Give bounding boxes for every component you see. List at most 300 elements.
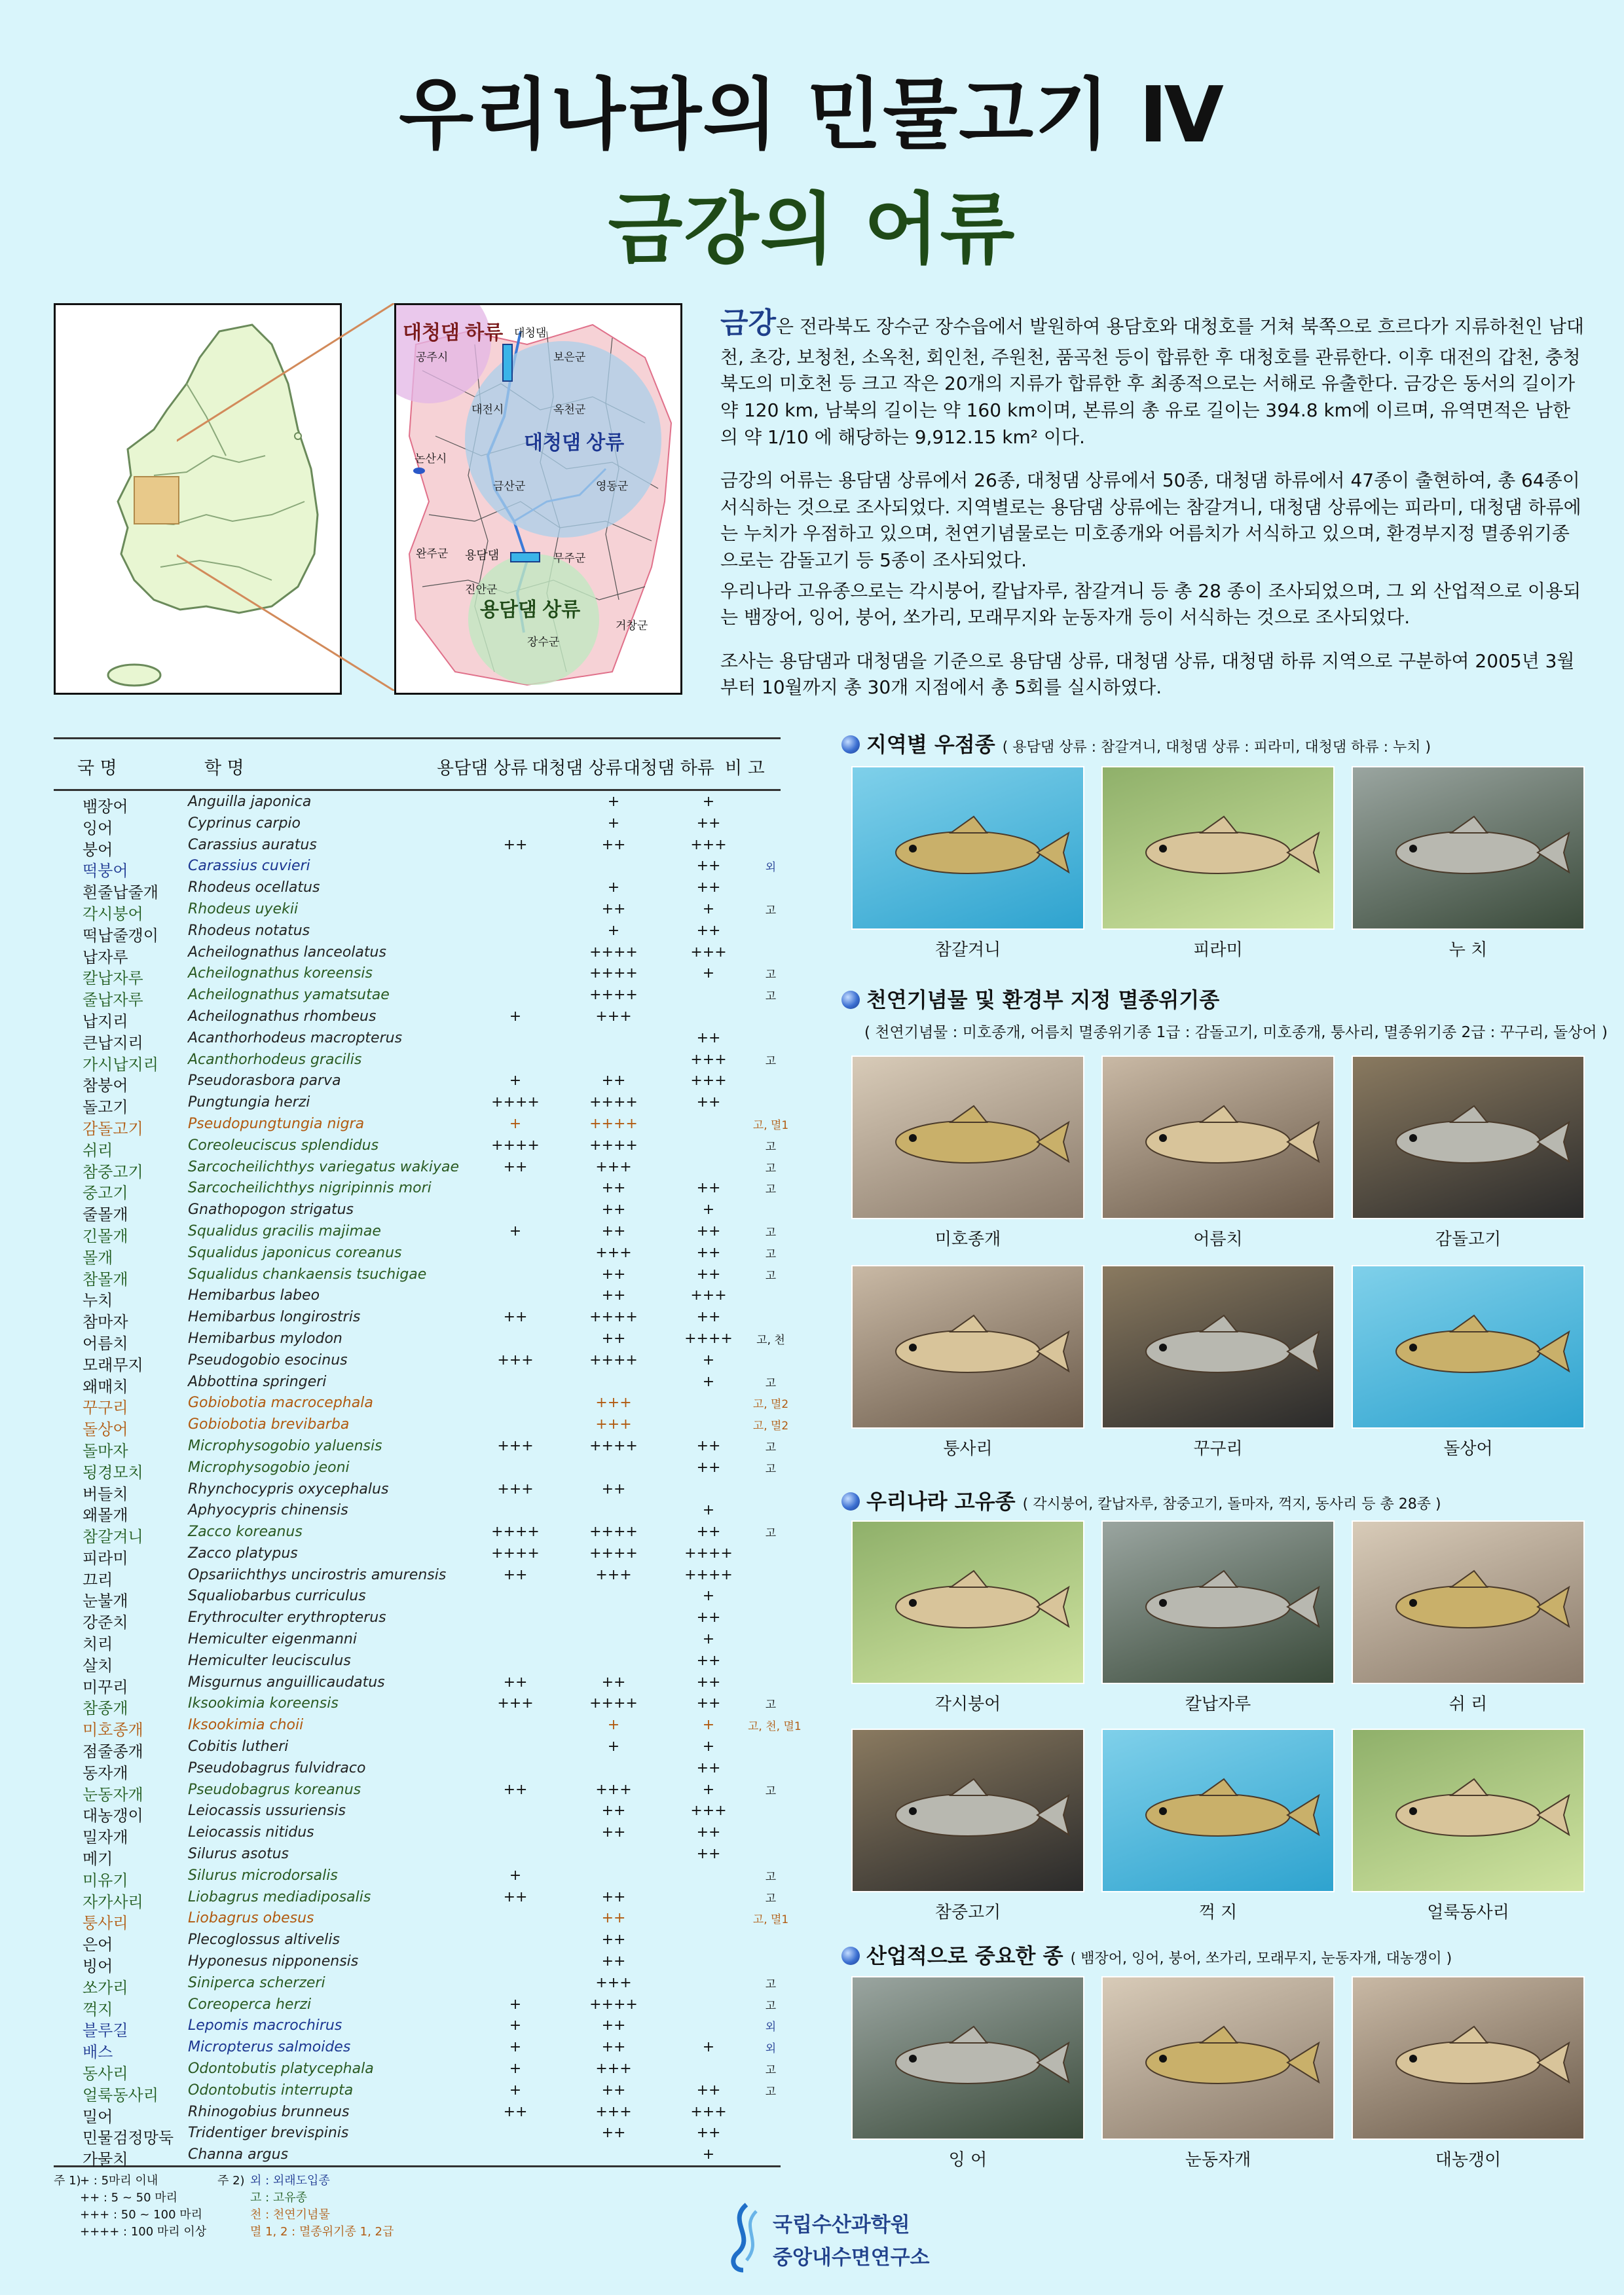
photo-caption: 참갈겨니 (934, 940, 1001, 960)
page-subtitle: 금강의 어류 (608, 184, 1016, 274)
yongdam-upper-cell: ++++ (491, 1545, 540, 1562)
note2-lines: 외 : 외래도입종 고 : 고유종 천 : 천연기념물 멸 1, 2 : 멸종위기종 1, 2급 (250, 2174, 394, 2239)
daecheong-upper-cell: +++ (595, 2103, 632, 2120)
species-photo-card (851, 1729, 1084, 1923)
fish-photo (1101, 1976, 1335, 2140)
fish-icon (1353, 1730, 1583, 1891)
label-geochang: 거창군 (616, 619, 648, 632)
daecheong-upper-cell: ++ (601, 2039, 626, 2056)
institute-emblem-icon (720, 2201, 766, 2273)
scientific-name-cell: Microphysogobio jeoni (188, 1459, 350, 1476)
bullet-icon (841, 991, 860, 1009)
fish-photo (1352, 1265, 1585, 1429)
table-row (54, 1435, 781, 1460)
daecheong-lower-cell: ++ (696, 1759, 721, 1776)
note-cell: 고 (765, 1698, 777, 1712)
daecheong-lower-cell: ++ (696, 858, 721, 875)
korean-name-cell: 참몰개 (83, 1270, 128, 1289)
species-photo-card (1352, 1056, 1585, 1250)
fish-icon (1103, 1522, 1333, 1683)
table-row (54, 813, 781, 837)
daecheong-lower-cell: ++++ (684, 1566, 733, 1583)
table-row (54, 1478, 781, 1503)
section-endangered-subtitle: ( 천연기념물 : 미호종개, 어름치 멸종위기종 1급 : 감돌고기, 미호종개, 퉁사리, 멸종위기종 2급 : 꾸구리, 돌상어 ) (864, 1024, 1608, 1041)
korean-name-cell: 납자루 (83, 947, 128, 966)
korean-name-cell: 감돌고기 (83, 1119, 143, 1138)
scientific-name-cell: Pseudopungtungia nigra (188, 1115, 365, 1132)
daecheong-upper-cell: ++ (601, 1330, 626, 1347)
daecheong-lower-cell: ++ (696, 1266, 721, 1283)
daecheong-upper-cell: ++ (601, 1180, 626, 1197)
korean-name-cell: 눈불개 (83, 1592, 128, 1611)
korean-name-cell: 강준치 (83, 1613, 128, 1632)
header-daecheong-upper: 대청댐 상류 (532, 758, 623, 779)
daecheong-lower-cell: ++ (696, 1652, 721, 1669)
species-table (54, 737, 802, 2169)
daecheong-lower-cell: + (702, 900, 715, 917)
daecheong-upper-cell: ++ (601, 1803, 626, 1820)
daecheong-lower-cell: ++ (696, 922, 721, 939)
daecheong-upper-cell: + (607, 922, 620, 939)
table-row (54, 2144, 781, 2169)
intro-paragraph-2: 금강의 어류는 용담댐 상류에서 26종, 대청댐 상류에서 50종, 대청댐 하류에서 47종이 출현하여, 총 64종이 서식하는 것으로 조사되었다. 지역별로는 용담댐 상류에는 참갈겨니, 대청댐 상류에는 피라미, 대청댐 하류에는 누치가 우점하고 있으며, 천연기념물로는 미호종개와 어름치가 서식하고 있으며, 환경부지정 멸종위기종으로는 감돌고기 등 5종이 조사되었다. (720, 469, 1581, 571)
daecheong-upper-cell: + (607, 794, 620, 810)
section-endangered-title: 천연기념물 및 환경부 지정 멸종위기종 (841, 983, 1219, 1014)
scientific-name-cell: Erythroculter erythropterus (188, 1609, 386, 1626)
scientific-name-cell: Squalidus chankaensis tsuchigae (188, 1266, 427, 1283)
daecheong-upper-cell: ++++ (589, 1137, 638, 1154)
yongdam-upper-cell: + (509, 2082, 522, 2099)
daecheong-lower-cell: + (702, 1351, 715, 1368)
table-row (54, 1693, 781, 1718)
daecheong-upper-cell: + (607, 1717, 620, 1734)
photo-caption: 잉 어 (948, 2150, 987, 2170)
korean-name-cell: 밀자개 (83, 1828, 128, 1847)
scientific-name-cell: Squalidus gracilis majimae (188, 1222, 381, 1239)
table-body (54, 791, 802, 2169)
note-cell: 고 (765, 904, 777, 917)
table-row (54, 1736, 781, 1761)
daecheong-upper-cell: ++++ (589, 1695, 638, 1712)
yongdam-upper-cell: ++ (503, 1674, 528, 1691)
photo-caption: 칼납자루 (1185, 1695, 1251, 1714)
daecheong-upper-cell: +++ (595, 1974, 632, 1991)
table-row (54, 1285, 781, 1310)
fish-photo (851, 1265, 1084, 1429)
label-yeongdong: 영동군 (596, 480, 629, 492)
yongdam-upper-cell: +++ (497, 1437, 534, 1454)
scientific-name-cell: Rhodeus ocellatus (188, 879, 320, 896)
table-row (54, 1499, 781, 1525)
daecheong-upper-cell: ++++ (589, 1115, 638, 1132)
korean-name-cell: 얼룩동사리 (83, 2085, 158, 2104)
scientific-name-cell: Squalidus japonicus coreanus (188, 1244, 402, 1261)
photo-caption: 얼룩동사리 (1427, 1903, 1509, 1922)
daecheong-upper-cell: ++ (601, 1824, 626, 1841)
scientific-name-cell: Pungtungia herzi (188, 1094, 310, 1111)
label-okcheon: 옥천군 (553, 403, 586, 416)
note-cell: 고, 멸1 (752, 1118, 789, 1132)
species-photo-card (851, 1056, 1084, 1250)
table-row (54, 1221, 781, 1245)
daecheong-upper-cell: ++++ (589, 965, 638, 982)
fish-icon (1103, 1730, 1333, 1891)
korean-name-cell: 왜매치 (83, 1377, 128, 1396)
daecheong-lower-cell: ++ (696, 879, 721, 896)
daecheong-lower-cell: ++ (696, 1222, 721, 1239)
note-cell: 고, 멸2 (752, 1398, 789, 1412)
note-cell: 고 (765, 1892, 777, 1905)
note-cell: 고, 천, 멸1 (748, 1720, 802, 1734)
yongdam-upper-cell: + (509, 2061, 522, 2078)
photo-caption: 피라미 (1193, 940, 1243, 960)
korean-name-cell: 붕어 (83, 840, 113, 859)
intro-paragraph-4: 조사는 용담댐과 대청댐을 기준으로 용담댐 상류, 대청댐 상류, 대청댐 하류 지역으로 구분하여 2005년 3월부터 10월까지 총 30개 지점에서 총 5회를 실시하였다. (720, 650, 1575, 699)
table-row (54, 1907, 789, 1933)
daecheong-lower-cell: ++ (696, 1674, 721, 1691)
species-photo-card (1352, 1265, 1585, 1460)
daecheong-upper-cell: ++ (601, 1910, 626, 1927)
daecheong-upper-cell: ++++ (589, 1437, 638, 1454)
species-photo-card (1101, 766, 1335, 961)
note-cell: 고 (765, 1162, 777, 1175)
note-cell: 고 (765, 1870, 777, 1884)
fish-photo (1352, 766, 1585, 930)
scientific-name-cell: Lepomis macrochirus (188, 2017, 342, 2034)
note-cell: 고 (765, 1376, 777, 1390)
table-row (54, 1264, 781, 1289)
fish-photo (851, 1729, 1084, 1892)
scientific-name-cell: Leiocassis nitidus (188, 1824, 314, 1841)
page-title: 우리나라의 민물고기 Ⅳ (399, 69, 1225, 160)
scientific-name-cell: Hemibarbus mylodon (188, 1330, 342, 1347)
scientific-name-cell: Silurus microdorsalis (188, 1867, 338, 1884)
yongdam-upper-cell: ++ (503, 1566, 528, 1583)
korean-name-cell: 밀어 (83, 2107, 113, 2126)
scientific-name-cell: Micropterus salmoides (188, 2039, 351, 2056)
photo-caption: 대농갱이 (1435, 2150, 1502, 2170)
daecheong-lower-cell: + (702, 1588, 715, 1605)
daecheong-upper-cell: ++++ (589, 1524, 638, 1541)
photo-caption: 어름치 (1193, 1230, 1243, 1249)
scientific-name-cell: Abbottina springeri (188, 1373, 327, 1390)
yongdam-upper-cell: ++ (503, 2103, 528, 2120)
species-photo-card (1101, 1520, 1335, 1715)
yongdam-upper-cell: + (509, 1115, 522, 1132)
table-row (54, 1521, 781, 1547)
scientific-name-cell: Rhinogobius brunneus (188, 2103, 350, 2120)
daecheong-lower-cell: + (702, 1631, 715, 1648)
scientific-name-cell: Rhynchocypris oxycephalus (188, 1480, 389, 1497)
table-row (54, 1113, 789, 1138)
fish-icon (1353, 1266, 1583, 1427)
bullet-icon (841, 1947, 860, 1965)
table-row (54, 1714, 802, 1740)
table-row (54, 2015, 781, 2040)
scientific-name-cell: Zacco platypus (188, 1545, 298, 1562)
fish-photo (851, 766, 1084, 930)
daecheong-lower-cell: +++ (690, 836, 727, 853)
note-cell: 고 (765, 1183, 777, 1197)
section-endemic-title: 우리나라 고유종 ( 각시붕어, 칼납자루, 참중고기, 돌마자, 꺽지, 동사리 등 총 28종 ) (841, 1485, 1441, 1515)
korean-name-cell: 떡붕어 (83, 862, 128, 881)
korean-name-cell: 누치 (83, 1291, 113, 1310)
daecheong-lower-cell: ++ (696, 1824, 721, 1841)
header-scientific-name: 학 명 (204, 758, 244, 779)
note-cell: 고 (765, 1784, 777, 1798)
daecheong-upper-cell: ++ (601, 1674, 626, 1691)
daecheong-upper-cell: ++++ (589, 1545, 638, 1562)
scientific-name-cell: Odontobutis interrupta (188, 2082, 354, 2099)
korean-name-cell: 칼납자루 (83, 969, 143, 988)
scientific-name-cell: Cyprinus carpio (188, 815, 301, 832)
daecheong-lower-cell: +++ (690, 1287, 727, 1304)
yongdam-upper-cell: ++++ (491, 1524, 540, 1541)
korean-name-cell: 꺽지 (83, 2000, 113, 2019)
photo-caption: 미호종개 (934, 1230, 1001, 1249)
daecheong-upper-cell: +++ (595, 1244, 632, 1261)
yongdam-upper-cell: ++ (503, 1309, 528, 1326)
korean-name-cell: 뱀장어 (83, 798, 128, 816)
korean-name-cell: 참붕어 (83, 1076, 128, 1095)
scientific-name-cell: Hyponesus nipponensis (188, 1953, 359, 1970)
table-row (54, 1414, 789, 1439)
korean-name-cell: 치리 (83, 1635, 113, 1654)
table-row (54, 1757, 781, 1782)
korean-name-cell: 참종개 (83, 1699, 128, 1718)
species-photo-card (851, 1976, 1084, 2171)
table-header (54, 737, 781, 791)
korean-name-cell: 쏘가리 (83, 1978, 128, 1997)
scientific-name-cell: Acheilognathus lanceolatus (188, 944, 386, 961)
fish-icon (1353, 1057, 1583, 1218)
korean-name-cell: 메기 (83, 1850, 113, 1869)
korean-name-cell: 꾸구리 (83, 1399, 128, 1418)
geum-map-graphic (396, 305, 680, 693)
photo-caption: 쉬 리 (1449, 1695, 1488, 1714)
photo-caption: 각시붕어 (934, 1695, 1001, 1714)
fish-icon (853, 1266, 1083, 1427)
daecheong-lower-cell: +++ (690, 1803, 727, 1820)
daecheong-upper-cell: +++ (595, 1781, 632, 1798)
daecheong-lower-cell: ++ (696, 1524, 721, 1541)
korean-name-cell: 줄납자루 (83, 991, 143, 1010)
note-cell: 고 (765, 1977, 777, 1991)
species-photo-card (1101, 1265, 1335, 1460)
yongdam-upper-cell: ++ (503, 836, 528, 853)
daecheong-upper-cell: + (607, 815, 620, 832)
fish-icon (1103, 767, 1333, 928)
table-row (54, 2101, 781, 2126)
photo-caption: 꾸구리 (1193, 1439, 1243, 1459)
daecheong-upper-cell: ++++ (589, 987, 638, 1004)
scientific-name-cell: Sarcocheilichthys nigripinnis mori (188, 1180, 432, 1197)
scientific-name-cell: Hemiculter leucisculus (188, 1652, 351, 1669)
korean-name-cell: 참중고기 (83, 1162, 143, 1181)
note-cell: 고 (765, 1527, 777, 1541)
fish-icon (1103, 1266, 1333, 1427)
scientific-name-cell: Microphysogobio yaluensis (188, 1437, 382, 1454)
korean-name-cell: 잉어 (83, 818, 113, 837)
table-row (54, 942, 781, 966)
note-cell: 고 (765, 1462, 777, 1476)
species-photo-card (1352, 766, 1585, 961)
scientific-name-cell: Cobitis lutheri (188, 1738, 289, 1755)
species-photo-card (851, 1520, 1084, 1715)
daecheong-lower-cell: ++ (696, 2125, 721, 2142)
scientific-name-cell: Carassius cuvieri (188, 858, 310, 875)
table-row (54, 1607, 781, 1632)
korean-name-cell: 가물치 (83, 2150, 128, 2169)
note-cell: 고, 멸2 (752, 1420, 789, 1433)
table-row (54, 963, 781, 988)
scientific-name-cell: Rhodeus uyekii (188, 900, 299, 917)
yongdam-upper-cell: + (509, 2017, 522, 2034)
korean-name-cell: 미호종개 (83, 1721, 143, 1740)
species-photo-card (1101, 1729, 1335, 1923)
table-row (54, 1650, 781, 1675)
table-row (54, 1328, 785, 1353)
label-muju: 무주군 (553, 552, 586, 564)
daecheong-lower-cell: + (702, 1717, 715, 1734)
label-daecheong-lower: 대청댐 하류 (403, 322, 504, 344)
section-industrial-title: 산업적으로 중요한 종 ( 뱀장어, 잉어, 붕어, 쏘가리, 모래무지, 눈동자개, 대농갱이 ) (841, 1939, 1452, 1970)
daecheong-lower-cell: + (702, 2146, 715, 2163)
note2-label: 주 2) (217, 2174, 245, 2188)
species-photo-card (851, 766, 1084, 961)
daecheong-lower-cell: ++ (696, 1846, 721, 1863)
korean-name-cell: 살치 (83, 1656, 113, 1675)
daecheong-upper-cell: ++ (601, 1266, 626, 1283)
scientific-name-cell: Odontobutis platycephala (188, 2061, 374, 2078)
table-row (54, 1865, 781, 1890)
table-row (54, 1392, 789, 1418)
scientific-name-cell: Gobiobotia brevibarba (188, 1416, 350, 1433)
section-dominant-title: 지역별 우점종 ( 용담댐 상류 : 참갈겨니, 대청댐 상류 : 피라미, 대청댐 하류 : 누치 ) (841, 728, 1431, 758)
table-row (54, 1951, 781, 1976)
note-cell: 고 (765, 1269, 777, 1283)
scientific-name-cell: Aphyocypris chinensis (188, 1502, 348, 1519)
daecheong-upper-cell: ++ (601, 1222, 626, 1239)
scientific-name-cell: Acanthorhodeus macropterus (188, 1029, 403, 1046)
photo-caption: 눈동자개 (1185, 2150, 1251, 2170)
scientific-name-cell: Liobagrus obesus (188, 1910, 314, 1927)
table-row (54, 1585, 781, 1611)
korean-name-cell: 흰줄납줄개 (83, 883, 158, 902)
label-daejeon: 대전시 (471, 403, 504, 416)
note-cell: 고 (765, 968, 777, 982)
header-daecheong-lower: 대청댐 하류 (623, 758, 714, 779)
fish-icon (1353, 1977, 1583, 2139)
daecheong-lower-cell: +++ (690, 1073, 727, 1090)
yongdam-upper-cell: ++ (503, 1888, 528, 1905)
bullet-icon (841, 735, 860, 754)
logo-line-2: 중앙내수면연구소 (773, 2246, 930, 2269)
intro-text (720, 303, 1585, 718)
species-photo-card (1101, 1976, 1335, 2171)
scientific-name-cell: Rhodeus notatus (188, 922, 310, 939)
korean-name-cell: 피라미 (83, 1549, 128, 1568)
table-row (54, 1156, 781, 1181)
scientific-name-cell: Sarcocheilichthys variegatus wakiyae (188, 1158, 460, 1175)
scientific-name-cell: Gobiobotia macrocephala (188, 1395, 373, 1412)
table-row (54, 1543, 781, 1568)
table-row (54, 1800, 781, 1826)
korean-name-cell: 끄리 (83, 1570, 113, 1589)
yongdam-upper-cell: ++++ (491, 1137, 540, 1154)
yongdam-upper-cell: + (509, 1008, 522, 1025)
yongdam-upper-cell: +++ (497, 1351, 534, 1368)
scientific-name-cell: Zacco koreanus (188, 1524, 303, 1541)
fish-icon (853, 1977, 1083, 2139)
daecheong-upper-cell: ++++ (589, 1996, 638, 2013)
daecheong-upper-cell: +++ (595, 1566, 632, 1583)
photo-caption: 참중고기 (934, 1903, 1001, 1922)
yongdam-upper-cell: ++ (503, 1158, 528, 1175)
korean-name-cell: 미꾸리 (83, 1678, 128, 1697)
fish-photo (1352, 1729, 1585, 1892)
photo-caption: 감돌고기 (1435, 1230, 1502, 1249)
daecheong-upper-cell: ++++ (589, 1094, 638, 1111)
daecheong-upper-cell: ++ (601, 900, 626, 917)
fish-photo (1101, 1729, 1335, 1892)
note1-label: 주 1) (54, 2174, 81, 2188)
daecheong-lower-cell: ++ (696, 1094, 721, 1111)
species-photo-card (1101, 1056, 1335, 1250)
daecheong-upper-cell: +++ (595, 2061, 632, 2078)
fish-photo (1101, 766, 1335, 930)
table-row (54, 1994, 781, 2019)
note1-lines: + : 5마리 이내 ++ : 5 ~ 50 마리 +++ : 50 ~ 100 마리 ++++ : 100 마리 이상 (80, 2174, 207, 2239)
table-row (54, 834, 781, 859)
label-boeun: 보은군 (553, 351, 586, 363)
photo-caption: 돌상어 (1443, 1439, 1493, 1459)
scientific-name-cell: Misgurnus anguillicaudatus (188, 1674, 385, 1691)
table-row (54, 1242, 781, 1267)
scientific-name-cell: Plecoglossus altivelis (188, 1932, 340, 1949)
korean-name-cell: 참마자 (83, 1313, 128, 1332)
daecheong-lower-cell: ++ (696, 1029, 721, 1046)
table-row (54, 2058, 781, 2084)
species-photo-card (851, 1265, 1084, 1460)
korean-name-cell: 동자개 (83, 1763, 128, 1782)
yongdam-upper-cell: +++ (497, 1480, 534, 1497)
korean-name-cell: 쉬리 (83, 1141, 113, 1160)
scientific-name-cell: Hemibarbus labeo (188, 1287, 320, 1304)
daecheong-lower-cell: ++ (696, 1309, 721, 1326)
label-gongju: 공주시 (416, 351, 449, 363)
label-nonsan: 논산시 (415, 452, 447, 465)
daecheong-upper-cell: ++ (601, 1932, 626, 1949)
fish-icon (853, 1730, 1083, 1891)
korean-name-cell: 돌상어 (83, 1420, 128, 1439)
korean-name-cell: 돌고기 (83, 1098, 128, 1117)
korean-name-cell: 왜몰개 (83, 1506, 128, 1525)
yongdam-upper-cell: + (509, 1867, 522, 1884)
korean-name-cell: 점줄종개 (83, 1742, 143, 1761)
yongdam-upper-cell: + (509, 1073, 522, 1090)
daecheong-lower-cell: ++ (696, 1609, 721, 1626)
table-row (54, 1199, 781, 1224)
scientific-name-cell: Iksookimia koreensis (188, 1695, 339, 1712)
scientific-name-cell: Hemibarbus longirostris (188, 1309, 361, 1326)
scientific-name-cell: Iksookimia choii (188, 1717, 304, 1734)
daecheong-lower-cell: ++ (696, 1695, 721, 1712)
scientific-name-cell: Carassius auratus (188, 836, 317, 853)
korean-name-cell: 긴몰개 (83, 1226, 128, 1245)
daecheong-upper-cell: ++ (601, 1073, 626, 1090)
daecheong-upper-cell: ++ (601, 2082, 626, 2099)
